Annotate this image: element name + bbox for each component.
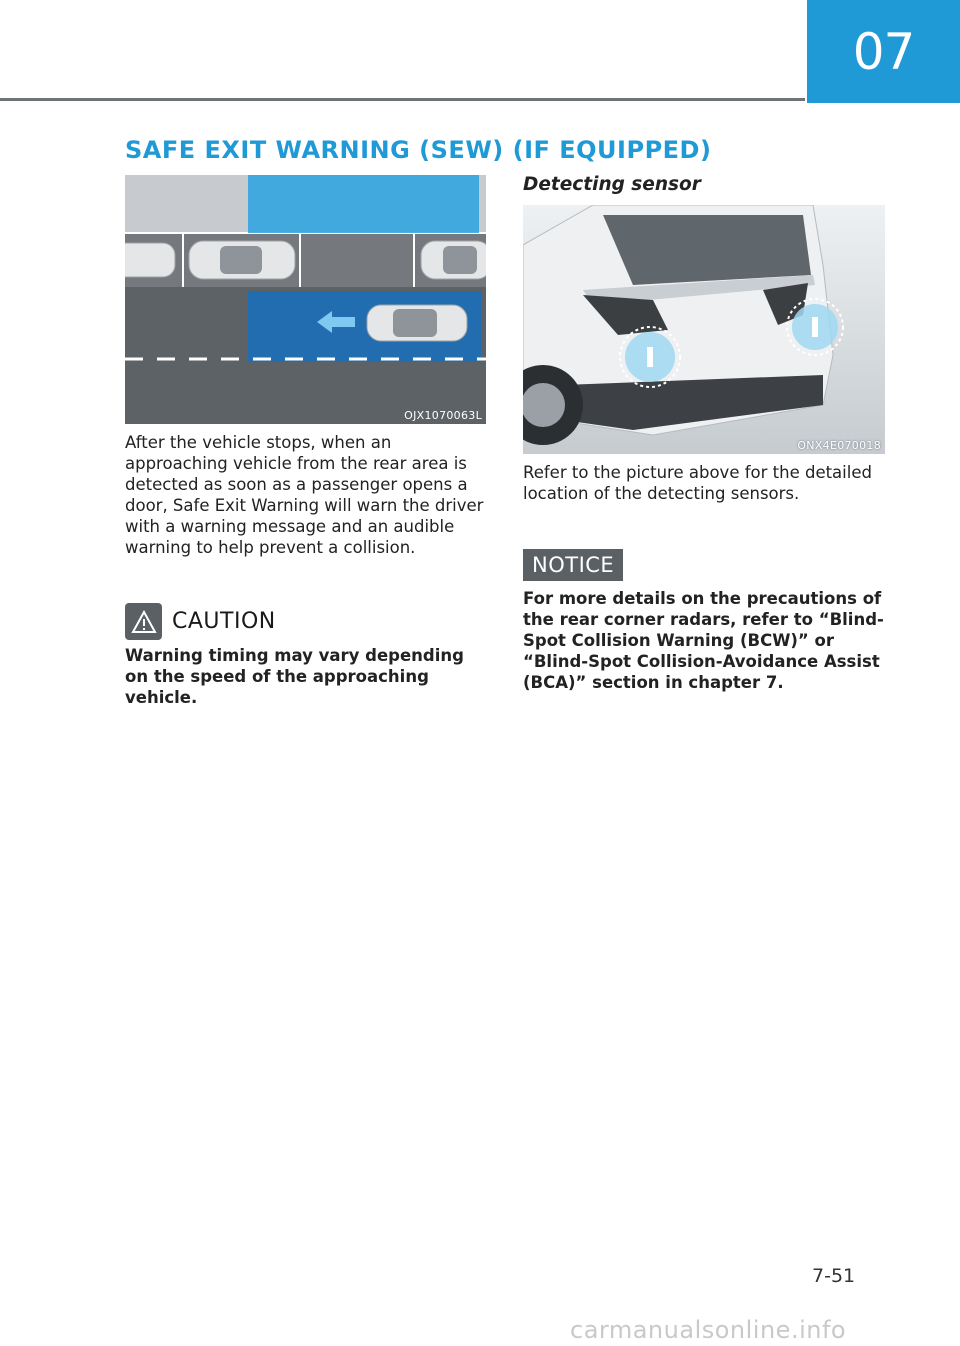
safe-exit-warning-figure <box>125 175 486 424</box>
caution-heading <box>125 603 276 640</box>
page-number: 7-51 <box>812 1265 856 1287</box>
watermark: carmanualsonline.info <box>570 1316 847 1344</box>
caution-text: Warning timing may vary depending on the speed of the approaching vehicle. <box>125 646 464 707</box>
detecting-sensor-figure <box>523 205 885 454</box>
warning-triangle-icon <box>125 603 162 640</box>
sensor-paragraph: Refer to the picture above for the detailed location of the detecting sensors. <box>523 463 872 503</box>
sensor-illustration <box>523 205 885 454</box>
caution-label: CAUTION <box>172 609 276 634</box>
road-illustration <box>125 175 486 424</box>
figure-code: OJX1070063L <box>404 409 482 422</box>
notice-badge <box>523 549 623 581</box>
notice-label: NOTICE <box>532 553 615 577</box>
section-title: SAFE EXIT WARNING (SEW) (IF EQUIPPED) <box>125 136 712 164</box>
figure-code: ONX4E070018 <box>797 439 881 452</box>
detecting-sensor-heading: Detecting sensor <box>523 174 701 195</box>
chapter-number: 07 <box>852 22 915 81</box>
header-rule <box>0 98 805 101</box>
intro-paragraph: After the vehicle stops, when an approaching vehicle from the rear area is detected as soon as a passenger opens a door, Safe Exit Warning will warn the driver with a warning message and an audible warning to help prevent a collision. <box>125 433 484 557</box>
chapter-tab <box>807 0 960 103</box>
notice-text: For more details on the precautions of the rear corner radars, refer to “Blind-Spot Collision Warning (BCW)” or “Blind-Spot Collision-Avoidance Assist (BCA)” section in chapter 7. <box>523 589 884 692</box>
